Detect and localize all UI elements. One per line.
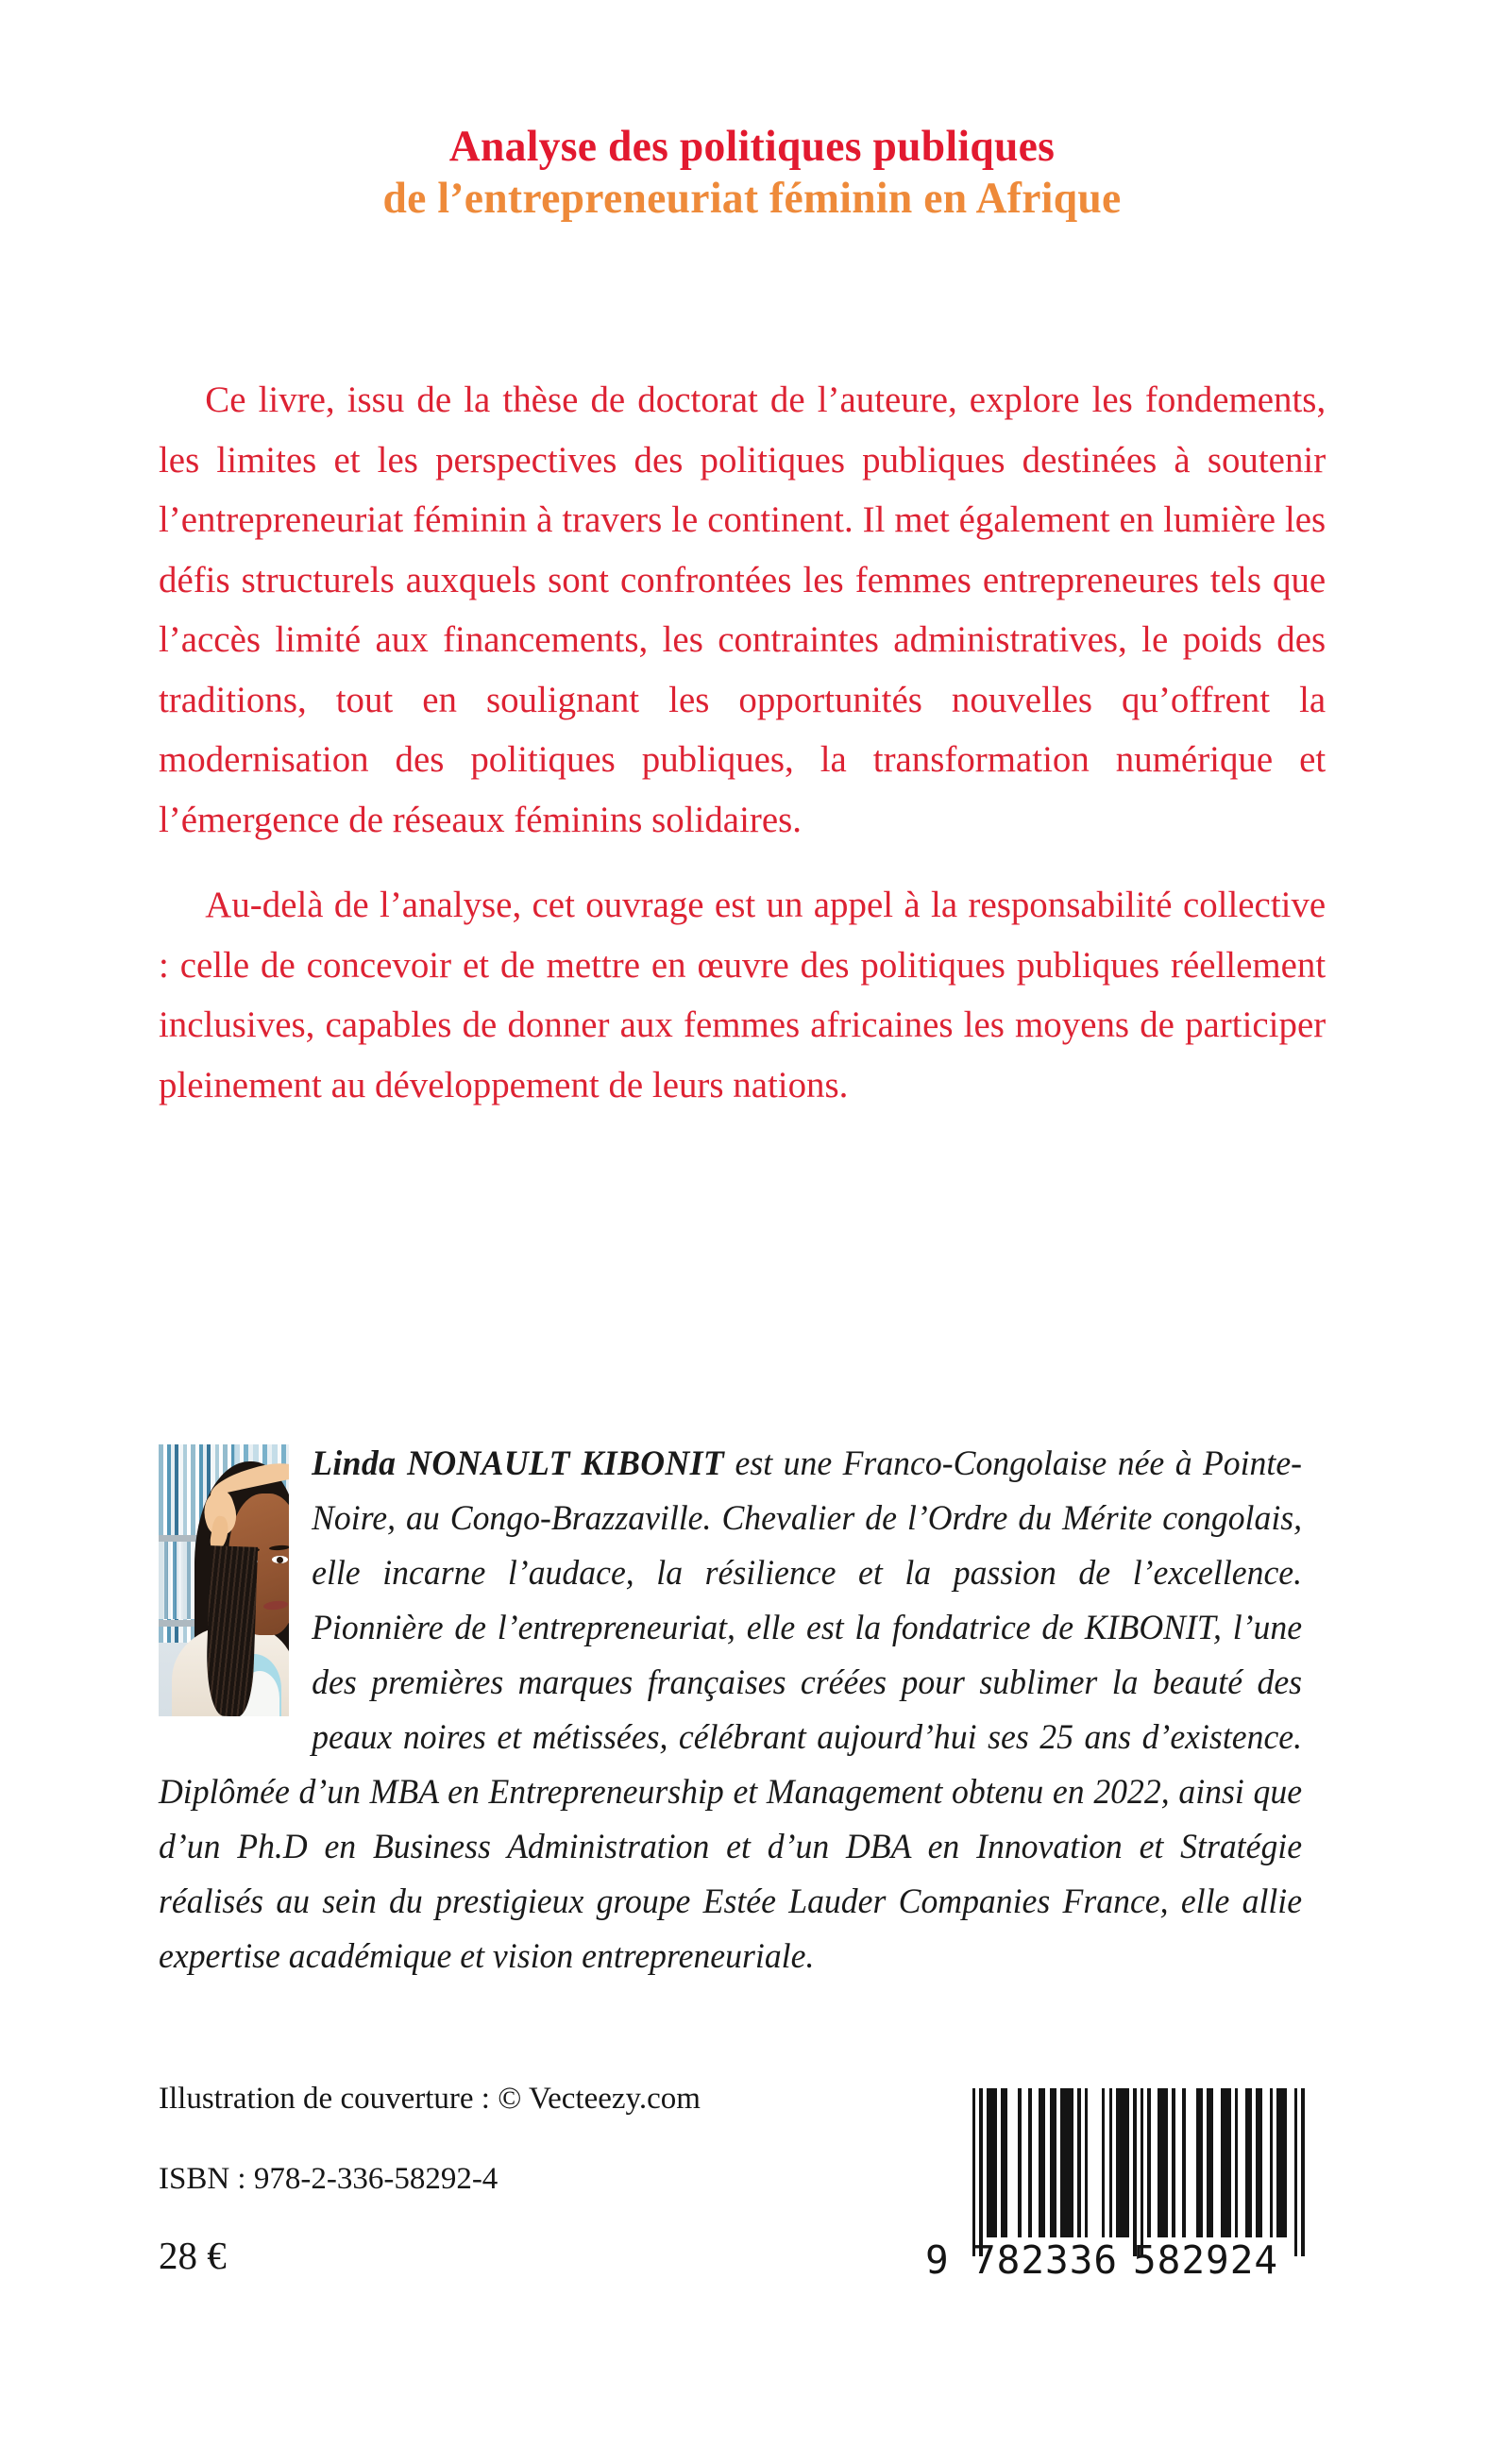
barcode-digits bbox=[923, 2237, 1310, 2281]
price-text: 28 € bbox=[159, 2233, 227, 2277]
isbn-barcode bbox=[923, 2088, 1310, 2315]
author-bio-text bbox=[159, 1437, 1302, 1984]
barcode-bars bbox=[923, 2088, 1310, 2256]
isbn-text: ISBN : 978-2-336-58292-4 bbox=[159, 2162, 499, 2197]
back-cover-blurb bbox=[159, 370, 1343, 1115]
blurb-paragraph-2: Au-delà de l’analyse, cet ouvrage est un appel à la responsabilité collective : celle de concevoir et de mettre en œuvre des politiques publiques réellement inclusives, capables de donner aux femmes africaines les moyens de participer pleinement au développement de leurs nations. bbox=[159, 884, 1327, 1105]
author-bio-body: est une Franco-Congolaise née à Pointe-Noire, au Congo-Brazzaville. Chevalier de l’Ordre du Mérite congolais, elle incarne l’audace, la résilience et la passion de l’excellence. Pionnière de l’entrepreneuriat, elle est la fondatrice de KIBONIT, l’une des premières marques françaises créées pour sublimer la beauté des peaux noires et métissées, célébrant aujourd’hui ses 25 ans d’existence. Diplômée d’un MBA en Entrepreneurship et Management obtenu en 2022, ainsi que d’un Ph.D en Business Administration et d’un DBA en Innovation et Stratégie réalisés au sein du prestigieux groupe Estée Lauder Companies France, elle allie expertise académique et vision entrepreneuriale. bbox=[159, 1444, 1303, 1976]
author-bio-block bbox=[159, 1437, 1343, 1984]
illustration-credit: Illustration de couverture : © Vecteezy.com bbox=[159, 2082, 701, 2116]
barcode-digit-group-3: 582924 bbox=[1133, 2237, 1279, 2283]
author-name: Linda NONAULT KIBONIT bbox=[312, 1444, 725, 1483]
title-line-secondary: de l’entrepreneuriat féminin en Afrique bbox=[382, 174, 1122, 224]
barcode-digit-group-1: 9 bbox=[925, 2237, 950, 2283]
blurb-paragraph-1: Ce livre, issu de la thèse de doctorat de l’auteure, explore les fondements, les limites et les perspectives des politiques publiques destinées à soutenir l’entrepreneuriat féminin à travers le continent. Il met également en lumière les défis structurels auxquels sont confrontées les femmes entrepreneures tels que l’accès limité aux financements, les contraintes administratives, le poids des traditions, tout en soulignant les opportunités nouvelles qu’offrent la modernisation des politiques publiques, la transformation numérique et l’émergence de réseaux féminins solidaires. bbox=[159, 379, 1327, 840]
cover-title bbox=[0, 121, 1504, 226]
title-line-primary: Analyse des politiques publiques bbox=[448, 122, 1056, 171]
barcode-digit-group-2: 782336 bbox=[972, 2237, 1119, 2283]
